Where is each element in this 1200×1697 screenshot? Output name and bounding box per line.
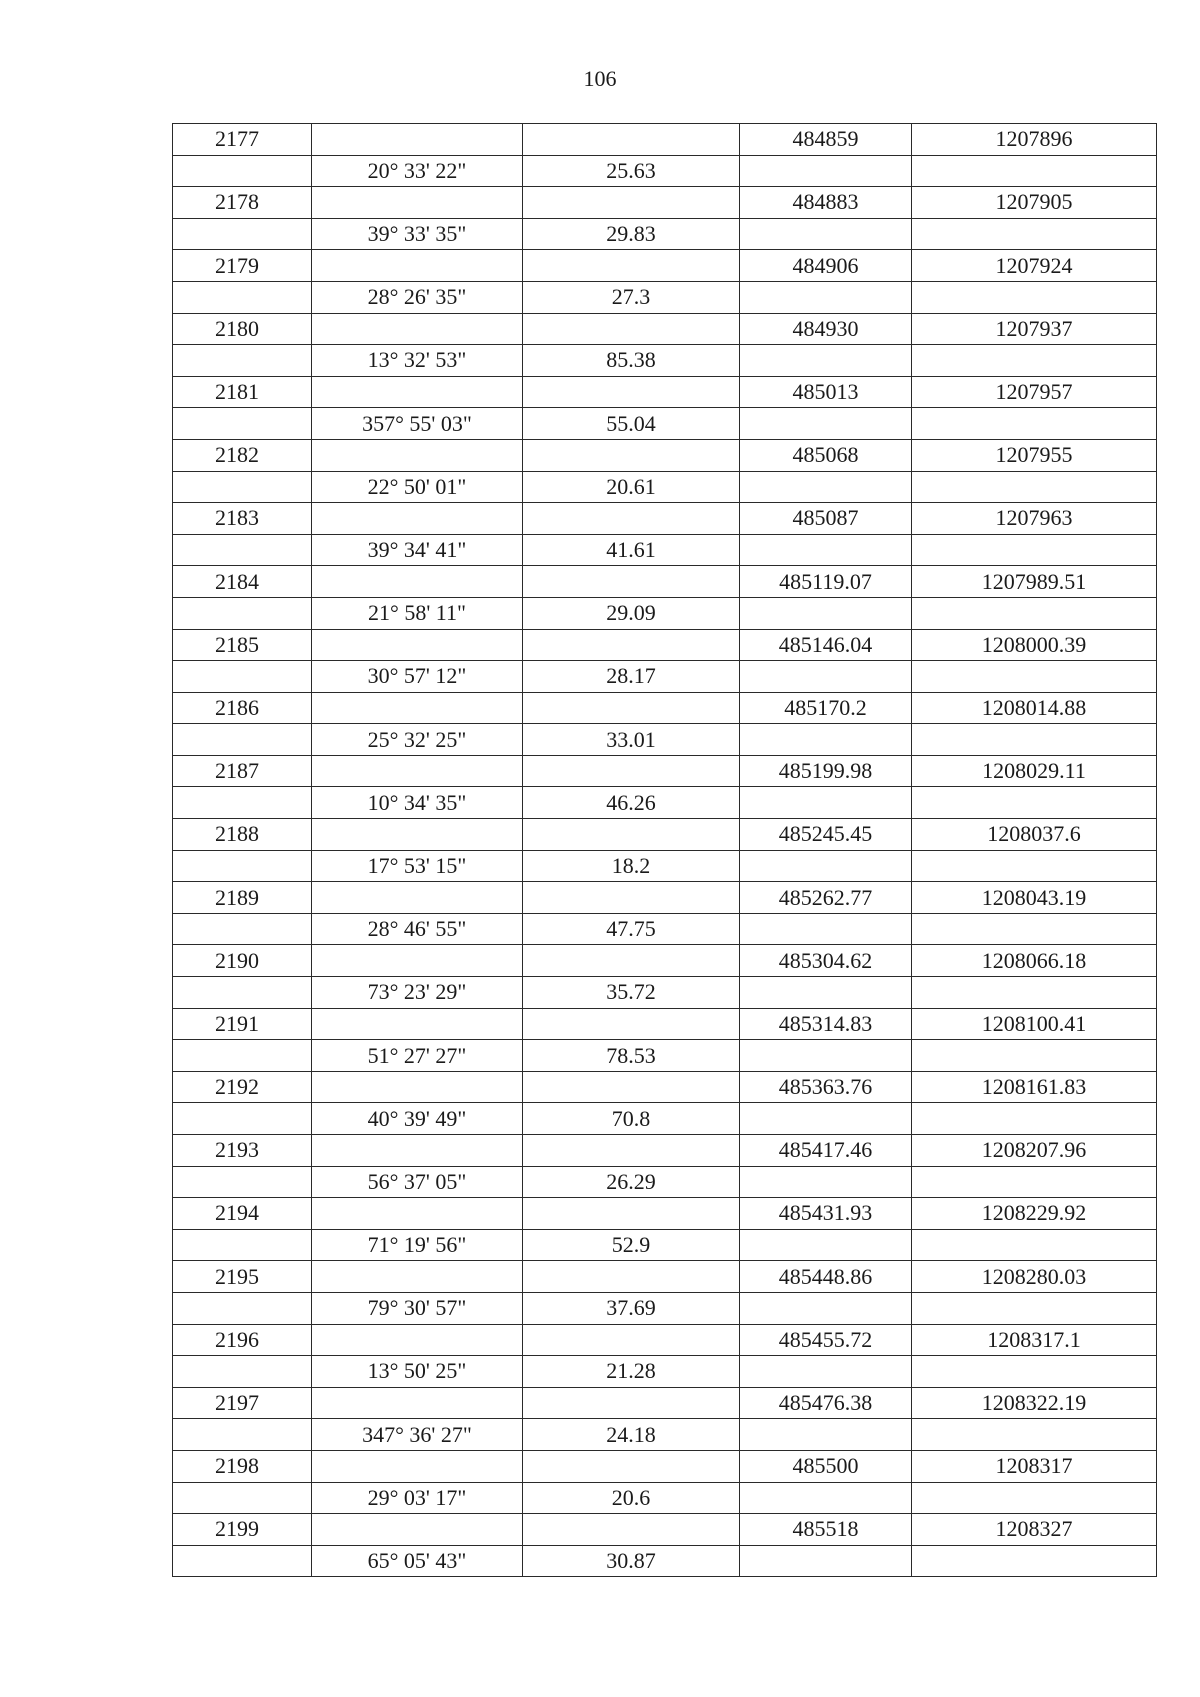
northing-blank-cell bbox=[912, 1356, 1157, 1388]
station-row bbox=[173, 1324, 1157, 1356]
northing-blank-cell bbox=[912, 1292, 1157, 1324]
distance-cell: 24.18 bbox=[523, 1419, 740, 1451]
station-cell: 2190 bbox=[173, 945, 312, 977]
station-row bbox=[173, 629, 1157, 661]
easting-cell: 484859 bbox=[740, 124, 912, 156]
northing-blank-cell bbox=[912, 534, 1157, 566]
easting-cell: 485448.86 bbox=[740, 1261, 912, 1293]
station-cell: 2193 bbox=[173, 1135, 312, 1167]
station-cell: 2181 bbox=[173, 376, 312, 408]
leg-row bbox=[173, 977, 1157, 1009]
distance-blank-cell bbox=[523, 1071, 740, 1103]
station-row bbox=[173, 313, 1157, 345]
station-row bbox=[173, 1135, 1157, 1167]
bearing-cell: 79° 30' 57" bbox=[312, 1292, 523, 1324]
distance-cell: 55.04 bbox=[523, 408, 740, 440]
leg-row bbox=[173, 1103, 1157, 1135]
distance-blank-cell bbox=[523, 503, 740, 535]
leg-row bbox=[173, 1482, 1157, 1514]
distance-cell: 78.53 bbox=[523, 1040, 740, 1072]
northing-blank-cell bbox=[912, 661, 1157, 693]
coordinate-table bbox=[172, 123, 1157, 1577]
easting-cell: 485087 bbox=[740, 503, 912, 535]
station-blank-cell bbox=[173, 1166, 312, 1198]
leg-row bbox=[173, 281, 1157, 313]
station-blank-cell bbox=[173, 345, 312, 377]
station-cell: 2179 bbox=[173, 250, 312, 282]
station-blank-cell bbox=[173, 977, 312, 1009]
northing-blank-cell bbox=[912, 218, 1157, 250]
northing-cell: 1208322.19 bbox=[912, 1387, 1157, 1419]
northing-blank-cell bbox=[912, 1103, 1157, 1135]
easting-cell: 485068 bbox=[740, 439, 912, 471]
station-cell: 2180 bbox=[173, 313, 312, 345]
northing-cell: 1207896 bbox=[912, 124, 1157, 156]
station-row bbox=[173, 1261, 1157, 1293]
easting-blank-cell bbox=[740, 977, 912, 1009]
station-row bbox=[173, 1450, 1157, 1482]
distance-blank-cell bbox=[523, 1198, 740, 1230]
station-row bbox=[173, 1071, 1157, 1103]
northing-blank-cell bbox=[912, 1419, 1157, 1451]
station-cell: 2182 bbox=[173, 439, 312, 471]
easting-cell: 485199.98 bbox=[740, 755, 912, 787]
easting-blank-cell bbox=[740, 1103, 912, 1135]
bearing-cell: 29° 03' 17" bbox=[312, 1482, 523, 1514]
distance-cell: 26.29 bbox=[523, 1166, 740, 1198]
bearing-blank-cell bbox=[312, 1071, 523, 1103]
leg-row bbox=[173, 534, 1157, 566]
station-blank-cell bbox=[173, 1482, 312, 1514]
bearing-blank-cell bbox=[312, 819, 523, 851]
northing-cell: 1208029.11 bbox=[912, 755, 1157, 787]
station-cell: 2186 bbox=[173, 692, 312, 724]
northing-cell: 1208161.83 bbox=[912, 1071, 1157, 1103]
station-blank-cell bbox=[173, 850, 312, 882]
station-cell: 2184 bbox=[173, 566, 312, 598]
station-cell: 2183 bbox=[173, 503, 312, 535]
distance-cell: 25.63 bbox=[523, 155, 740, 187]
bearing-cell: 13° 50' 25" bbox=[312, 1356, 523, 1388]
easting-blank-cell bbox=[740, 1419, 912, 1451]
leg-row bbox=[173, 1419, 1157, 1451]
northing-cell: 1208317 bbox=[912, 1450, 1157, 1482]
station-blank-cell bbox=[173, 1103, 312, 1135]
station-row bbox=[173, 250, 1157, 282]
station-cell: 2188 bbox=[173, 819, 312, 851]
northing-blank-cell bbox=[912, 787, 1157, 819]
easting-cell: 484930 bbox=[740, 313, 912, 345]
distance-blank-cell bbox=[523, 376, 740, 408]
station-cell: 2187 bbox=[173, 755, 312, 787]
distance-blank-cell bbox=[523, 187, 740, 219]
station-blank-cell bbox=[173, 1229, 312, 1261]
northing-blank-cell bbox=[912, 1040, 1157, 1072]
station-blank-cell bbox=[173, 471, 312, 503]
distance-blank-cell bbox=[523, 1387, 740, 1419]
easting-blank-cell bbox=[740, 408, 912, 440]
bearing-blank-cell bbox=[312, 1261, 523, 1293]
distance-blank-cell bbox=[523, 629, 740, 661]
bearing-blank-cell bbox=[312, 692, 523, 724]
station-row bbox=[173, 1008, 1157, 1040]
bearing-cell: 71° 19' 56" bbox=[312, 1229, 523, 1261]
distance-blank-cell bbox=[523, 439, 740, 471]
easting-blank-cell bbox=[740, 1229, 912, 1261]
easting-cell: 485304.62 bbox=[740, 945, 912, 977]
distance-cell: 70.8 bbox=[523, 1103, 740, 1135]
station-cell: 2192 bbox=[173, 1071, 312, 1103]
northing-cell: 1207955 bbox=[912, 439, 1157, 471]
distance-cell: 41.61 bbox=[523, 534, 740, 566]
distance-cell: 47.75 bbox=[523, 913, 740, 945]
distance-cell: 33.01 bbox=[523, 724, 740, 756]
easting-blank-cell bbox=[740, 471, 912, 503]
northing-cell: 1208014.88 bbox=[912, 692, 1157, 724]
bearing-blank-cell bbox=[312, 313, 523, 345]
northing-blank-cell bbox=[912, 155, 1157, 187]
northing-blank-cell bbox=[912, 1482, 1157, 1514]
station-cell: 2178 bbox=[173, 187, 312, 219]
bearing-blank-cell bbox=[312, 882, 523, 914]
northing-cell: 1207957 bbox=[912, 376, 1157, 408]
northing-blank-cell bbox=[912, 724, 1157, 756]
easting-cell: 485518 bbox=[740, 1514, 912, 1546]
easting-blank-cell bbox=[740, 913, 912, 945]
northing-cell: 1208229.92 bbox=[912, 1198, 1157, 1230]
easting-blank-cell bbox=[740, 1356, 912, 1388]
station-blank-cell bbox=[173, 1545, 312, 1577]
northing-blank-cell bbox=[912, 850, 1157, 882]
northing-cell: 1208317.1 bbox=[912, 1324, 1157, 1356]
bearing-blank-cell bbox=[312, 124, 523, 156]
bearing-blank-cell bbox=[312, 439, 523, 471]
northing-blank-cell bbox=[912, 281, 1157, 313]
bearing-cell: 65° 05' 43" bbox=[312, 1545, 523, 1577]
northing-blank-cell bbox=[912, 1229, 1157, 1261]
distance-cell: 30.87 bbox=[523, 1545, 740, 1577]
bearing-cell: 347° 36' 27" bbox=[312, 1419, 523, 1451]
station-row bbox=[173, 945, 1157, 977]
leg-row bbox=[173, 1292, 1157, 1324]
bearing-cell: 30° 57' 12" bbox=[312, 661, 523, 693]
bearing-cell: 25° 32' 25" bbox=[312, 724, 523, 756]
station-cell: 2191 bbox=[173, 1008, 312, 1040]
distance-blank-cell bbox=[523, 1135, 740, 1167]
distance-cell: 46.26 bbox=[523, 787, 740, 819]
easting-cell: 485262.77 bbox=[740, 882, 912, 914]
northing-cell: 1208100.41 bbox=[912, 1008, 1157, 1040]
northing-cell: 1207905 bbox=[912, 187, 1157, 219]
easting-cell: 485476.38 bbox=[740, 1387, 912, 1419]
leg-row bbox=[173, 1040, 1157, 1072]
station-row bbox=[173, 882, 1157, 914]
northing-cell: 1207989.51 bbox=[912, 566, 1157, 598]
bearing-blank-cell bbox=[312, 187, 523, 219]
easting-blank-cell bbox=[740, 1292, 912, 1324]
distance-blank-cell bbox=[523, 1008, 740, 1040]
easting-cell: 485455.72 bbox=[740, 1324, 912, 1356]
easting-cell: 485363.76 bbox=[740, 1071, 912, 1103]
northing-cell: 1208207.96 bbox=[912, 1135, 1157, 1167]
bearing-cell: 17° 53' 15" bbox=[312, 850, 523, 882]
distance-blank-cell bbox=[523, 945, 740, 977]
station-row bbox=[173, 1514, 1157, 1546]
bearing-blank-cell bbox=[312, 1450, 523, 1482]
distance-blank-cell bbox=[523, 819, 740, 851]
leg-row bbox=[173, 787, 1157, 819]
bearing-blank-cell bbox=[312, 1135, 523, 1167]
bearing-cell: 39° 33' 35" bbox=[312, 218, 523, 250]
bearing-blank-cell bbox=[312, 1198, 523, 1230]
bearing-blank-cell bbox=[312, 755, 523, 787]
station-row bbox=[173, 566, 1157, 598]
leg-row bbox=[173, 345, 1157, 377]
table-body bbox=[173, 124, 1157, 1577]
bearing-blank-cell bbox=[312, 629, 523, 661]
leg-row bbox=[173, 913, 1157, 945]
station-blank-cell bbox=[173, 787, 312, 819]
distance-blank-cell bbox=[523, 1261, 740, 1293]
easting-blank-cell bbox=[740, 850, 912, 882]
easting-cell: 484883 bbox=[740, 187, 912, 219]
distance-cell: 35.72 bbox=[523, 977, 740, 1009]
distance-cell: 18.2 bbox=[523, 850, 740, 882]
distance-cell: 29.09 bbox=[523, 597, 740, 629]
easting-blank-cell bbox=[740, 1040, 912, 1072]
leg-row bbox=[173, 1229, 1157, 1261]
easting-blank-cell bbox=[740, 218, 912, 250]
easting-cell: 485500 bbox=[740, 1450, 912, 1482]
distance-cell: 20.61 bbox=[523, 471, 740, 503]
distance-blank-cell bbox=[523, 692, 740, 724]
leg-row bbox=[173, 1356, 1157, 1388]
bearing-cell: 357° 55' 03" bbox=[312, 408, 523, 440]
bearing-cell: 56° 37' 05" bbox=[312, 1166, 523, 1198]
distance-cell: 21.28 bbox=[523, 1356, 740, 1388]
distance-cell: 52.9 bbox=[523, 1229, 740, 1261]
bearing-blank-cell bbox=[312, 503, 523, 535]
bearing-blank-cell bbox=[312, 1008, 523, 1040]
station-row bbox=[173, 124, 1157, 156]
northing-blank-cell bbox=[912, 408, 1157, 440]
northing-cell: 1208043.19 bbox=[912, 882, 1157, 914]
station-row bbox=[173, 692, 1157, 724]
station-blank-cell bbox=[173, 1292, 312, 1324]
northing-blank-cell bbox=[912, 977, 1157, 1009]
station-cell: 2196 bbox=[173, 1324, 312, 1356]
northing-cell: 1207924 bbox=[912, 250, 1157, 282]
northing-cell: 1208066.18 bbox=[912, 945, 1157, 977]
bearing-blank-cell bbox=[312, 1387, 523, 1419]
bearing-cell: 51° 27' 27" bbox=[312, 1040, 523, 1072]
northing-blank-cell bbox=[912, 913, 1157, 945]
distance-blank-cell bbox=[523, 1450, 740, 1482]
easting-cell: 485245.45 bbox=[740, 819, 912, 851]
station-row bbox=[173, 755, 1157, 787]
easting-cell: 485013 bbox=[740, 376, 912, 408]
leg-row bbox=[173, 597, 1157, 629]
station-row bbox=[173, 1387, 1157, 1419]
leg-row bbox=[173, 155, 1157, 187]
easting-cell: 485431.93 bbox=[740, 1198, 912, 1230]
station-blank-cell bbox=[173, 1040, 312, 1072]
bearing-cell: 21° 58' 11" bbox=[312, 597, 523, 629]
station-row bbox=[173, 503, 1157, 535]
northing-blank-cell bbox=[912, 597, 1157, 629]
distance-blank-cell bbox=[523, 124, 740, 156]
easting-blank-cell bbox=[740, 281, 912, 313]
northing-cell: 1208037.6 bbox=[912, 819, 1157, 851]
bearing-cell: 28° 46' 55" bbox=[312, 913, 523, 945]
northing-cell: 1207937 bbox=[912, 313, 1157, 345]
station-cell: 2198 bbox=[173, 1450, 312, 1482]
easting-blank-cell bbox=[740, 534, 912, 566]
easting-cell: 485146.04 bbox=[740, 629, 912, 661]
northing-cell: 1208000.39 bbox=[912, 629, 1157, 661]
distance-blank-cell bbox=[523, 755, 740, 787]
station-cell: 2195 bbox=[173, 1261, 312, 1293]
northing-cell: 1208280.03 bbox=[912, 1261, 1157, 1293]
bearing-blank-cell bbox=[312, 566, 523, 598]
easting-blank-cell bbox=[740, 345, 912, 377]
easting-cell: 485314.83 bbox=[740, 1008, 912, 1040]
station-row bbox=[173, 439, 1157, 471]
distance-cell: 28.17 bbox=[523, 661, 740, 693]
station-cell: 2194 bbox=[173, 1198, 312, 1230]
station-blank-cell bbox=[173, 913, 312, 945]
northing-blank-cell bbox=[912, 1545, 1157, 1577]
station-cell: 2199 bbox=[173, 1514, 312, 1546]
station-blank-cell bbox=[173, 218, 312, 250]
station-cell: 2197 bbox=[173, 1387, 312, 1419]
easting-blank-cell bbox=[740, 155, 912, 187]
distance-blank-cell bbox=[523, 882, 740, 914]
easting-blank-cell bbox=[740, 787, 912, 819]
leg-row bbox=[173, 408, 1157, 440]
leg-row bbox=[173, 1166, 1157, 1198]
leg-row bbox=[173, 471, 1157, 503]
easting-blank-cell bbox=[740, 1482, 912, 1514]
easting-blank-cell bbox=[740, 1166, 912, 1198]
leg-row bbox=[173, 850, 1157, 882]
station-blank-cell bbox=[173, 597, 312, 629]
bearing-cell: 39° 34' 41" bbox=[312, 534, 523, 566]
station-row bbox=[173, 819, 1157, 851]
page-number: 106 bbox=[583, 66, 617, 91]
station-blank-cell bbox=[173, 281, 312, 313]
station-blank-cell bbox=[173, 724, 312, 756]
station-cell: 2189 bbox=[173, 882, 312, 914]
distance-blank-cell bbox=[523, 1514, 740, 1546]
distance-blank-cell bbox=[523, 566, 740, 598]
bearing-cell: 73° 23' 29" bbox=[312, 977, 523, 1009]
distance-cell: 20.6 bbox=[523, 1482, 740, 1514]
station-blank-cell bbox=[173, 661, 312, 693]
station-blank-cell bbox=[173, 155, 312, 187]
distance-cell: 27.3 bbox=[523, 281, 740, 313]
station-blank-cell bbox=[173, 1356, 312, 1388]
bearing-cell: 28° 26' 35" bbox=[312, 281, 523, 313]
bearing-cell: 10° 34' 35" bbox=[312, 787, 523, 819]
easting-cell: 485417.46 bbox=[740, 1135, 912, 1167]
distance-cell: 29.83 bbox=[523, 218, 740, 250]
station-blank-cell bbox=[173, 408, 312, 440]
leg-row bbox=[173, 218, 1157, 250]
northing-cell: 1207963 bbox=[912, 503, 1157, 535]
northing-blank-cell bbox=[912, 345, 1157, 377]
bearing-cell: 13° 32' 53" bbox=[312, 345, 523, 377]
bearing-blank-cell bbox=[312, 1514, 523, 1546]
easting-blank-cell bbox=[740, 724, 912, 756]
station-cell: 2177 bbox=[173, 124, 312, 156]
easting-blank-cell bbox=[740, 1545, 912, 1577]
easting-cell: 485119.07 bbox=[740, 566, 912, 598]
distance-cell: 37.69 bbox=[523, 1292, 740, 1324]
leg-row bbox=[173, 661, 1157, 693]
bearing-cell: 40° 39' 49" bbox=[312, 1103, 523, 1135]
station-blank-cell bbox=[173, 534, 312, 566]
northing-blank-cell bbox=[912, 471, 1157, 503]
easting-cell: 484906 bbox=[740, 250, 912, 282]
bearing-blank-cell bbox=[312, 250, 523, 282]
station-cell: 2185 bbox=[173, 629, 312, 661]
station-blank-cell bbox=[173, 1419, 312, 1451]
distance-cell: 85.38 bbox=[523, 345, 740, 377]
easting-blank-cell bbox=[740, 597, 912, 629]
easting-blank-cell bbox=[740, 661, 912, 693]
easting-cell: 485170.2 bbox=[740, 692, 912, 724]
bearing-cell: 22° 50' 01" bbox=[312, 471, 523, 503]
distance-blank-cell bbox=[523, 1324, 740, 1356]
northing-blank-cell bbox=[912, 1166, 1157, 1198]
bearing-cell: 20° 33' 22" bbox=[312, 155, 523, 187]
distance-blank-cell bbox=[523, 250, 740, 282]
bearing-blank-cell bbox=[312, 945, 523, 977]
northing-cell: 1208327 bbox=[912, 1514, 1157, 1546]
leg-row bbox=[173, 1545, 1157, 1577]
bearing-blank-cell bbox=[312, 376, 523, 408]
station-row bbox=[173, 376, 1157, 408]
station-row bbox=[173, 187, 1157, 219]
bearing-blank-cell bbox=[312, 1324, 523, 1356]
station-row bbox=[173, 1198, 1157, 1230]
distance-blank-cell bbox=[523, 313, 740, 345]
leg-row bbox=[173, 724, 1157, 756]
